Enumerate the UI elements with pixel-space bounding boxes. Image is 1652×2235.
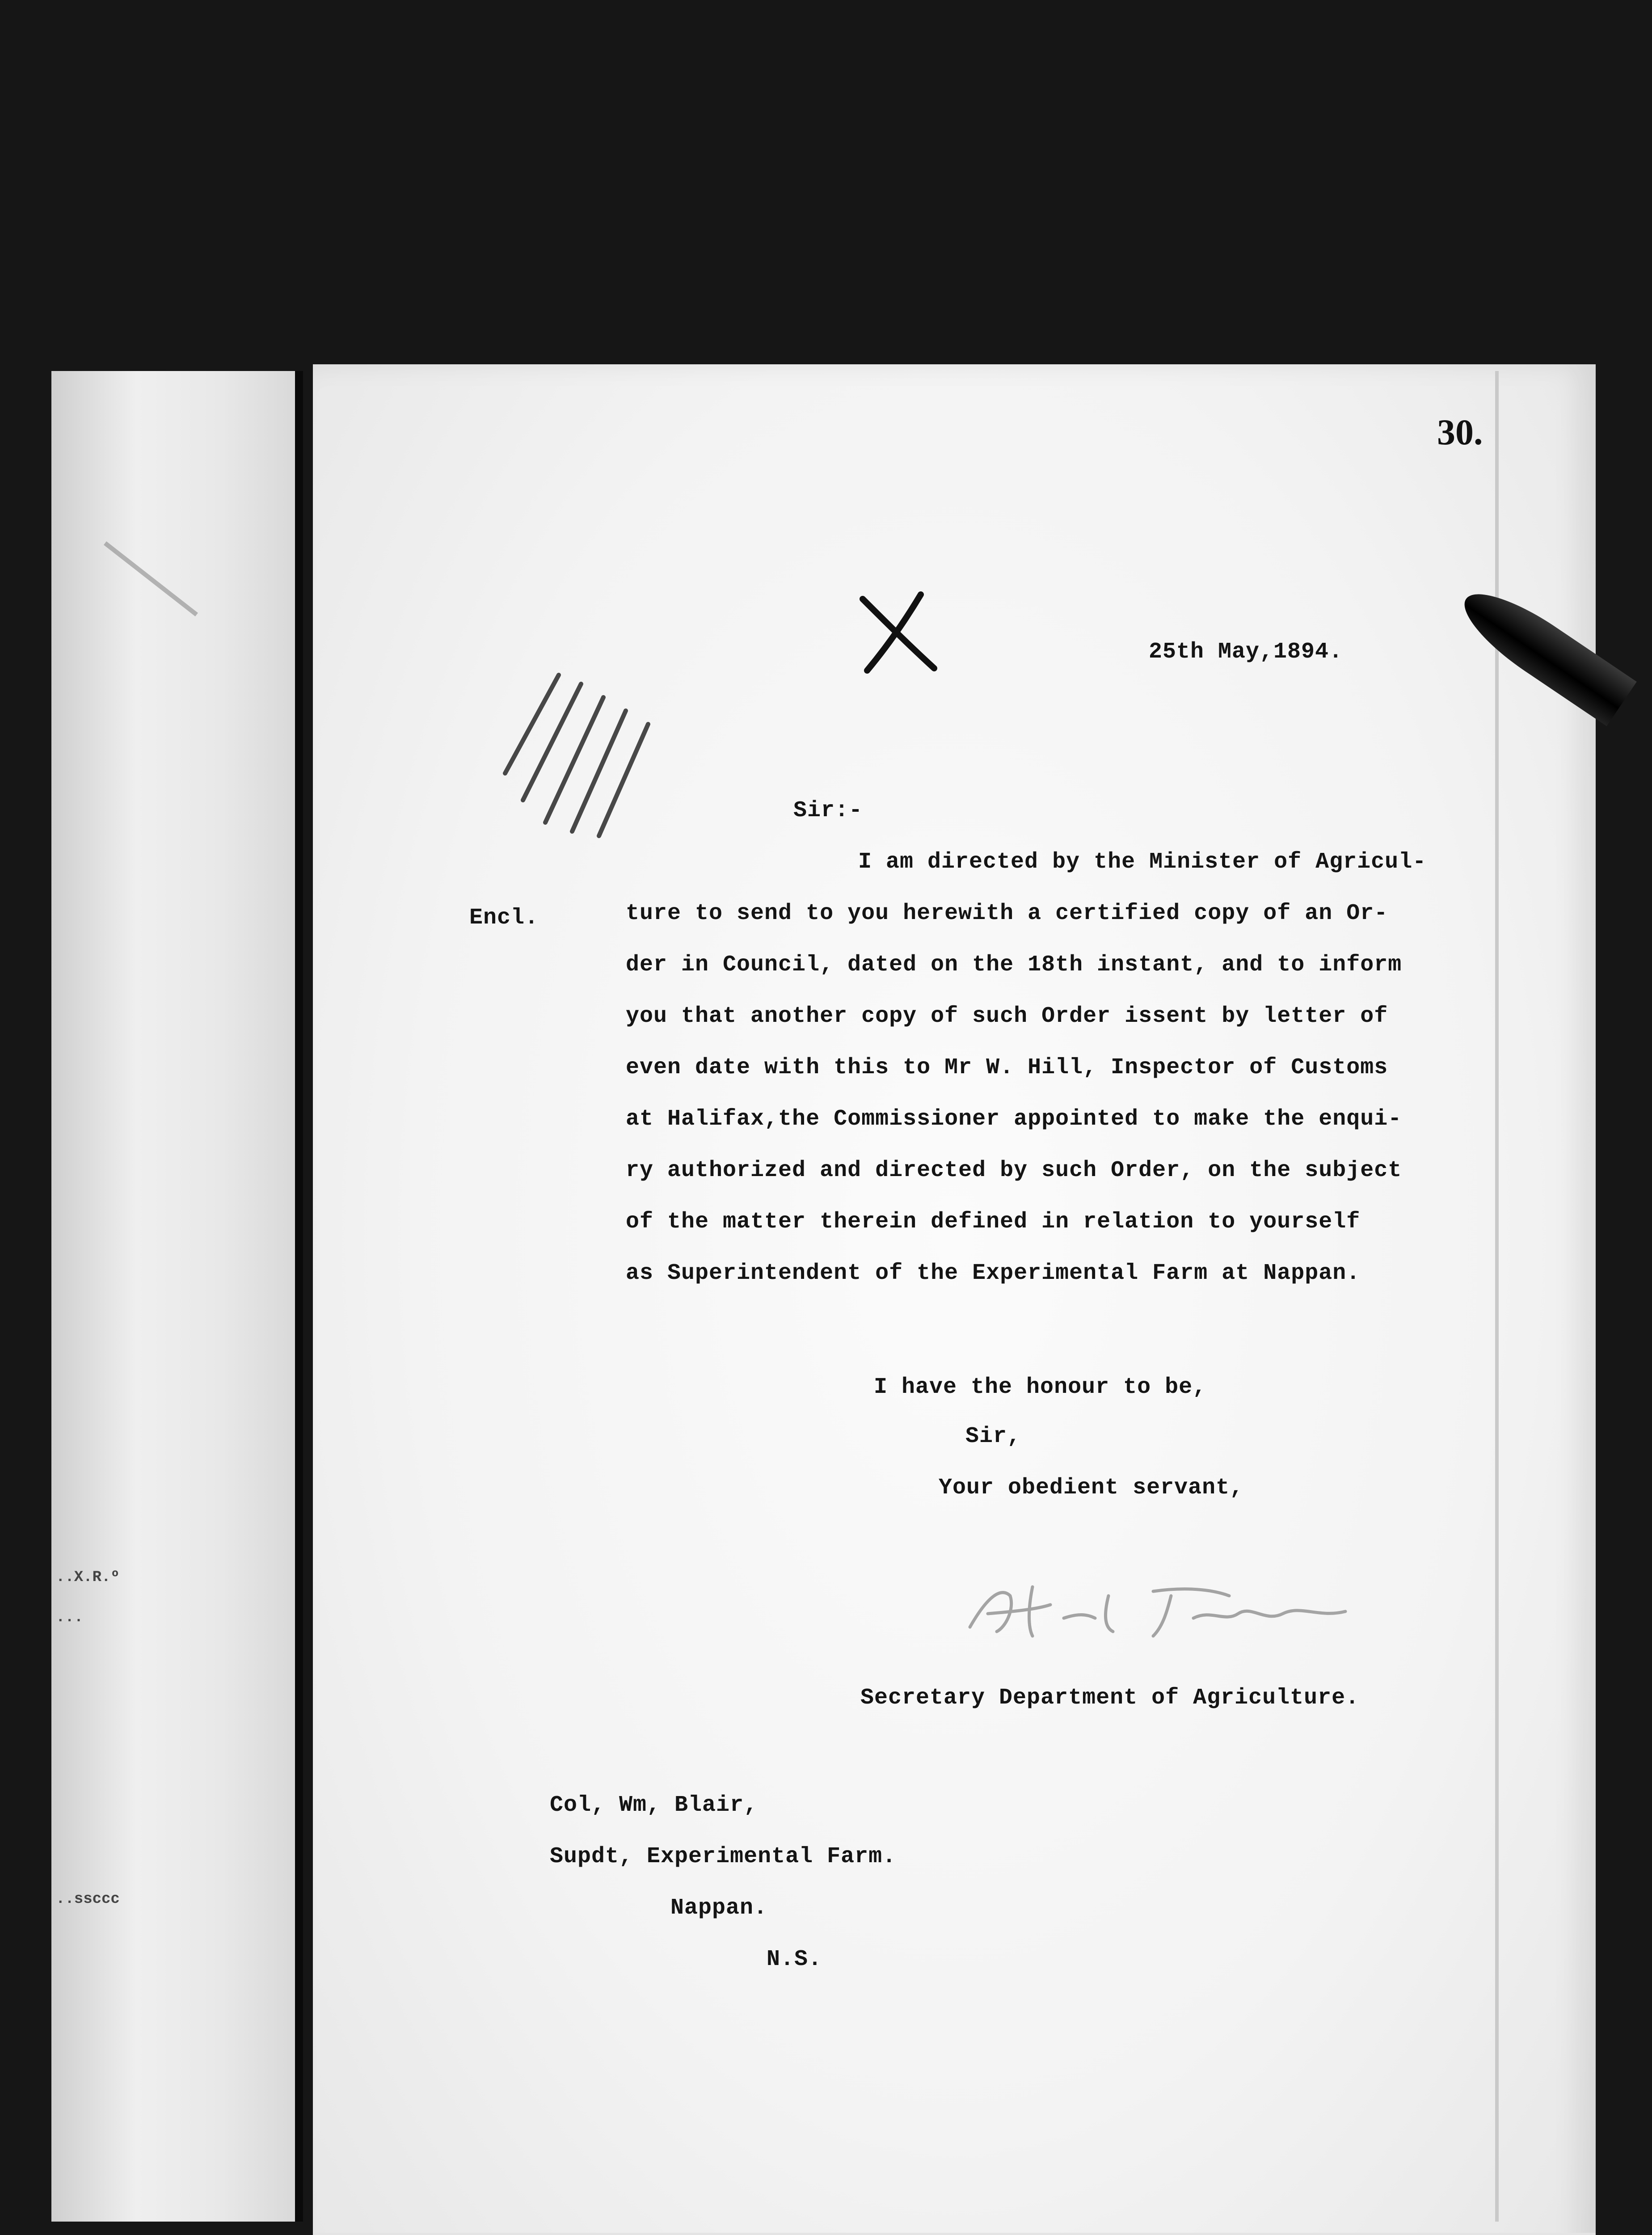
- page-number: 30.: [1437, 412, 1483, 452]
- letter-page: [313, 364, 1596, 2235]
- enclosure-note: Encl.: [469, 905, 539, 931]
- closing-line: I have the honour to be,: [874, 1375, 1207, 1400]
- body-line: you that another copy of such Order issent by letter of: [626, 1004, 1388, 1029]
- body-line: even date with this to Mr W. Hill, Inspector of Customs: [626, 1055, 1388, 1080]
- addressee-line: N.S.: [767, 1947, 822, 1972]
- previous-page-edge: [51, 371, 295, 2222]
- tally-mark-icon: [496, 666, 662, 845]
- body-line: of the matter therein defined in relation to yourself: [626, 1209, 1361, 1235]
- body-line: ture to send to you herewith a certified copy of an Or-: [626, 901, 1388, 926]
- body-line: der in Council, dated on the 18th instant, and to inform: [626, 952, 1402, 978]
- binding-gutter: [295, 371, 303, 2222]
- addressee-line: Col, Wm, Blair,: [550, 1792, 758, 1818]
- body-line: at Halifax,the Commissioner appointed to make the enqui-: [626, 1106, 1402, 1132]
- body-line: I am directed by the Minister of Agricul-: [858, 849, 1427, 875]
- closing-line: Sir,: [965, 1424, 1021, 1449]
- page-bottom-edge: [313, 2233, 1596, 2235]
- letter-date: 25th May,1894.: [1149, 639, 1343, 665]
- page-streak: [104, 541, 198, 616]
- body-line: as Superintendent of the Experimental Farm at Nappan.: [626, 1261, 1361, 1286]
- signatory-title: Secretary Department of Agriculture.: [860, 1685, 1360, 1711]
- left-page-fragment: ...: [56, 1609, 84, 1626]
- handwritten-signature: [961, 1569, 1363, 1649]
- addressee-line: Supdt, Experimental Farm.: [550, 1844, 897, 1869]
- body-line: ry authorized and directed by such Order, on the subject: [626, 1158, 1402, 1183]
- left-page-fragment: ..X.R.º: [56, 1569, 120, 1586]
- addressee-line: Nappan.: [670, 1895, 768, 1921]
- left-page-fragment: ..ssccc: [56, 1891, 120, 1908]
- closing-line: Your obedient servant,: [939, 1475, 1244, 1501]
- salutation: Sir:-: [793, 798, 863, 823]
- x-mark-icon: [854, 590, 943, 675]
